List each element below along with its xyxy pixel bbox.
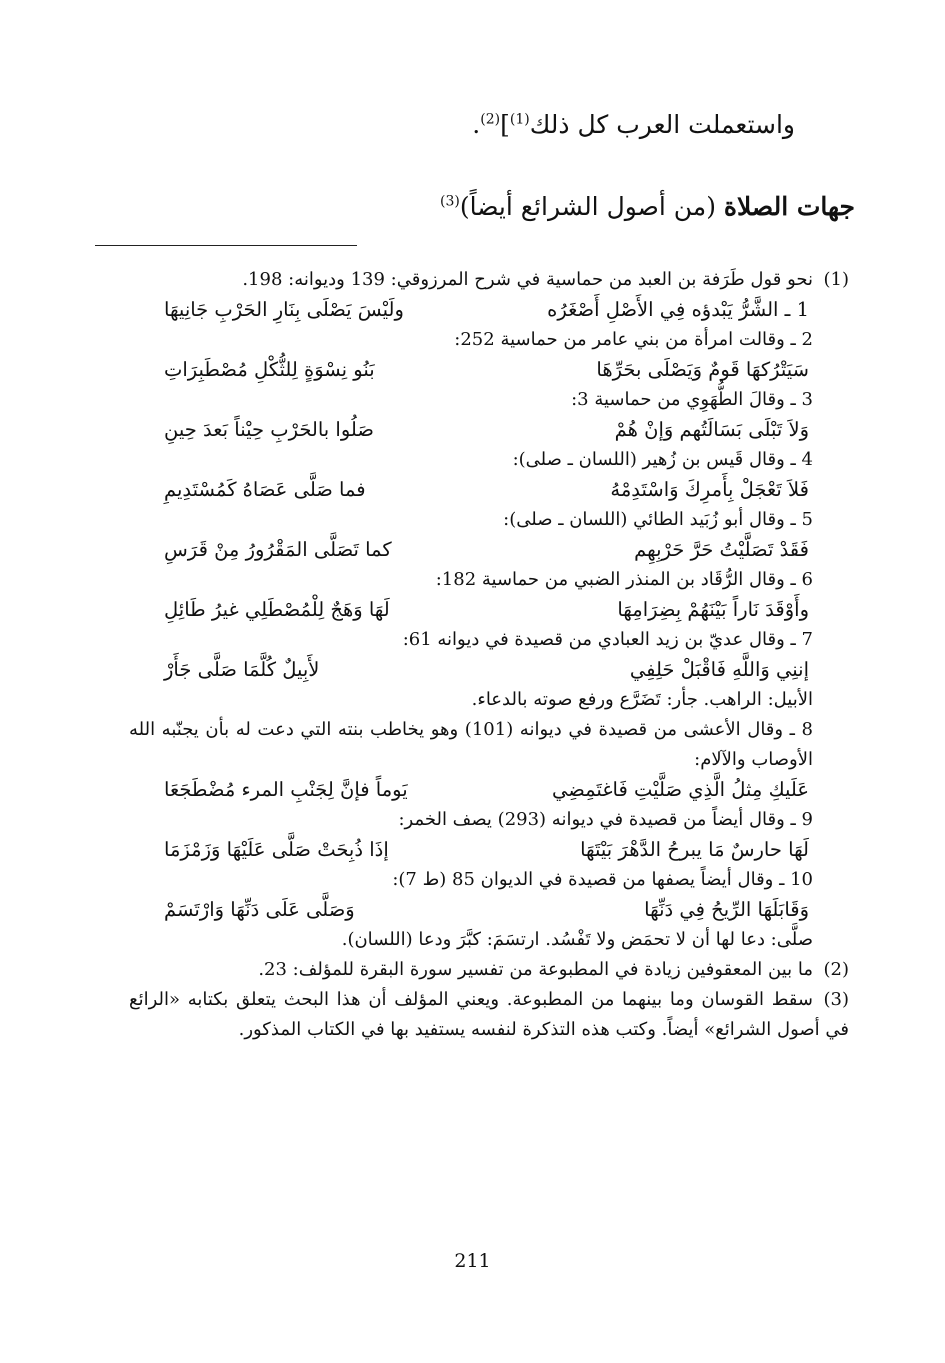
verse-second-hemistich: إذَا ذُبِحَتْ صَلَّى عَلَيْهَا وَزَمْزَمَا (164, 838, 389, 861)
footnote-2 (129, 955, 849, 985)
poem-intro: 10 ـ وقال أيضاً يصفها من قصيدة في الديوان 85 (ط 7): (392, 869, 813, 890)
verse-line (164, 775, 809, 805)
footnote-number: (1) (823, 269, 849, 290)
verse-first-hemistich: فَلاَ تَعْجَلْ بِأَمرِكَ وَاسْتَدِمْهُ (610, 478, 809, 501)
verse-line (164, 895, 809, 925)
footnote-text: سقط القوسان وما بينهما من المطبوعة. ويعني المؤلف أن هذا البحث يتعلق بكتابه «الرائع في أصول الشرائع» أيضاً. وكتب هذه التذكرة لنفسه يستفيد بها في الكتاب المذكور. (129, 989, 849, 1040)
verse-first-hemistich: فَقَدْ تَصَلَّيْتُ حَرَّ حَرْبِهِم (634, 538, 809, 561)
verse-line (164, 535, 809, 565)
verse-second-hemistich: لأَبِيلٌ كُلَّمَا صَلَّى جَأَرْ (164, 658, 320, 681)
footnote-text: نحو قول طَرَفة بن العبد من حماسية في شرح المرزوقي: 139 وديوانه: 198. (242, 269, 813, 290)
footnote-number: (2) (823, 959, 849, 980)
footnote-ref-3[interactable]: (3) (440, 193, 460, 210)
verse-line (164, 655, 809, 685)
verse-second-hemistich: ولَيْسَ يَصْلَى بِنَارِ الحَرْبِ جَانِيهَا (164, 298, 404, 321)
footnote-separator (95, 245, 357, 246)
verse-first-hemistich: 1 ـ الشَّرُّ يَبْدؤه فِي الأَصْلِ أَصْغَرُه (547, 298, 809, 321)
verse-line (164, 355, 809, 385)
poem-intro: 9 ـ وقال أيضاً من قصيدة في ديوانه (293) يصف الخمر: (398, 809, 813, 830)
verse-first-hemistich: لَهَا حارسٌ مَا يبرحُ الدَّهْرَ بَيْتَهَا (580, 838, 809, 861)
verse-line (164, 415, 809, 445)
closing-bracket: ] (500, 110, 510, 139)
footnote-1-intro (129, 265, 849, 295)
poem-intro: 5 ـ وقال أبو زُبَيد الطائي (اللسان ـ صلى): (503, 509, 813, 530)
verse-first-hemistich: وَقَابَلَهَا الرِّيحُ فِي دَنِّهَا (644, 898, 809, 921)
poem-intro: 8 ـ وقال الأعشى من قصيدة في ديوانه (101) وهو يخاطب بنته التي دعت له بأن يجنّبه الله الأوصاب والآلام: (129, 719, 813, 770)
page-number: 211 (454, 1250, 491, 1272)
verse-line (164, 295, 809, 325)
footnote-ref-2[interactable]: (2) (480, 111, 501, 128)
verse-second-hemistich: يَوماً فإنَّ لِجَنْبِ المرء مُضْطَجَعَا (164, 778, 408, 801)
footnote-ref-1[interactable]: (1) (509, 111, 530, 128)
main-text-line (472, 110, 795, 139)
verse-line (164, 835, 809, 865)
poem-intro: 6 ـ وقال الرُّقَاد بن المنذر الضبي من حماسية 182: (435, 569, 813, 590)
heading-rest: (من أصول الشرائع أيضاً) (459, 192, 724, 221)
verse-first-hemistich: وأَوْقَدَ نَاراً بَيْنَهُمْ بِضِرَامِهَا (617, 598, 809, 621)
verse-second-hemistich: لَهَا وَهَجٌ لِلْمُصْطَلِي غيرُ طَائِلِ (164, 598, 390, 621)
section-heading (440, 192, 855, 221)
verse-second-hemistich: صَلُوا بالحَرْبِ حِيْناً بَعدَ حِينِ (164, 418, 374, 441)
verse-second-hemistich: فما صَلَّى عَصَاهُ كَمُسْتَدِيمِ (164, 478, 366, 501)
verse-line (164, 475, 809, 505)
verse-first-hemistich: وَلاَ تَبْلَى بَسَالَتُهم وَإنْ هُمْ (614, 418, 809, 441)
main-text: واستعملت العرب كل ذلك (529, 110, 795, 139)
verse-second-hemistich: كما تَصَلَّى المَقْرُورُ مِنْ قَرَسِ (164, 538, 392, 561)
gloss: الأبيل: الراهب. جأر: تَضَرَّع ورفع صوته بالدعاء. (471, 689, 813, 710)
verse-second-hemistich: بَنُو نِسْوَةٍ لِلثُّكْلِ مُصْطَبِرَاتِ (164, 358, 375, 381)
poem-intro: 3 ـ وقالَ الطُّهَوِي من حماسية 3: (571, 389, 813, 410)
poem-intro: 2 ـ وقالت امرأة من بني عامر من حماسية 252: (454, 329, 813, 350)
main-text-period: . (472, 110, 481, 139)
footnote-number: (3) (823, 989, 849, 1010)
poem-intro: 4 ـ وقال قَيس بن زُهير (اللسان ـ صلى): (512, 449, 813, 470)
footnote-3 (129, 985, 849, 1045)
gloss: صلَّى: دعا لها أن لا تحمَض ولا تَفْسُد. ارتسَمَ: كبَّرَ ودعا (اللسان). (341, 929, 813, 950)
footnotes (129, 265, 849, 1045)
verse-line (164, 595, 809, 625)
heading-bold: جهات الصلاة (723, 192, 855, 221)
verse-first-hemistich: عَلَيكِ مِثلُ الَّذِي صَلَّيْتِ فَاغتَمِضِي (552, 778, 809, 801)
verse-second-hemistich: وَصَلَّى عَلَى دَنِّهَا وَارْتَسَمْ (164, 898, 355, 921)
poem-intro: 7 ـ وقال عديّ بن زيد العبادي من قصيدة في ديوانه 61: (402, 629, 813, 650)
footnote-text: ما بين المعقوفين زيادة في المطبوعة من تفسير سورة البقرة للمؤلف: 23. (258, 959, 813, 980)
verse-first-hemistich: إننِي وَاللَّهِ فَاقْبَلْ حَلِفِي (629, 658, 809, 681)
verse-first-hemistich: سَيَتْرُكهَا قَومٌ وَيَصْلَى بحَرِّهَا (596, 358, 809, 381)
